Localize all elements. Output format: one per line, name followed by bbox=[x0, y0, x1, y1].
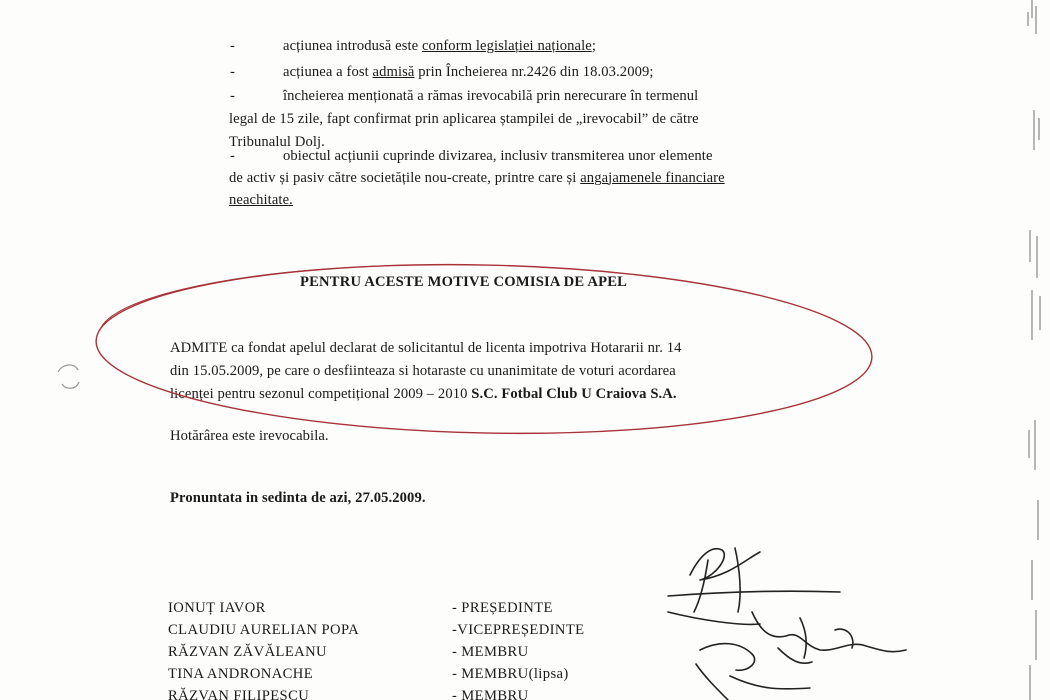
decision-line-2: din 15.05.2009, pe care o desfiinteaza si hotaraste cu unanimitate de voturi acordarea bbox=[170, 363, 676, 379]
bullet-dash-1: - bbox=[230, 38, 235, 54]
signatory-role-2: -VICEPREȘEDINTE bbox=[452, 622, 585, 638]
pronounced-statement: Pronuntata in sedinta de azi, 27.05.2009. bbox=[170, 490, 426, 506]
bullet-4-line-1: obiectul acțiunii cuprinde divizarea, inclusiv transmiterea unor elemente bbox=[283, 148, 713, 164]
irrevocable-statement: Hotărârea este irevocabila. bbox=[170, 428, 329, 444]
bullet-2-part-a: acțiunea a fost bbox=[283, 64, 373, 80]
bullet-3-line-2: legal de 15 zile, fapt confirmat prin aplicarea ștampilei de „irevocabil” de către bbox=[229, 111, 699, 127]
bullet-1-part-a: acțiunea introdusă este bbox=[283, 38, 422, 54]
signatory-role-1: - PREȘEDINTE bbox=[452, 600, 553, 616]
signatory-name-3: RĂZVAN ZĂVĂLEANU bbox=[168, 644, 327, 660]
bullet-dash-2: - bbox=[230, 64, 235, 80]
bullet-dash-3: - bbox=[230, 88, 235, 104]
bullet-3-line-3: Tribunalul Dolj. bbox=[229, 134, 325, 150]
signatory-name-4: TINA ANDRONACHE bbox=[168, 666, 314, 682]
section-heading: PENTRU ACESTE MOTIVE COMISIA DE APEL bbox=[300, 274, 628, 290]
bullet-1-part-b: conform legislației naționale bbox=[421, 38, 592, 54]
bullet-2-part-c: prin Încheierea nr.2426 din 18.03.2009; bbox=[414, 64, 654, 80]
bullet-2-part-b: admisă bbox=[372, 64, 415, 80]
signatory-name-2: CLAUDIU AURELIAN POPA bbox=[168, 622, 360, 638]
hand-drawn-ellipse bbox=[94, 257, 873, 441]
signatory-role-4: - MEMBRU(lipsa) bbox=[452, 666, 569, 682]
bullet-4-line-2-b: angajamenele financiare bbox=[580, 170, 725, 186]
punch-hole-mark bbox=[58, 365, 79, 388]
decision-club-name: S.C. Fotbal Club U Craiova S.A. bbox=[471, 386, 677, 402]
decision-line-1: ADMITE ca fondat apelul declarat de solicitantul de licenta impotriva Hotararii nr. 14 bbox=[170, 340, 682, 356]
bullet-3-line-1: încheierea menționată a rămas irevocabilă prin nerecurare în termenul bbox=[283, 88, 699, 104]
bullet-4-line-3: neachitate. bbox=[229, 192, 293, 208]
bullet-dash-4: - bbox=[230, 148, 235, 164]
signatory-name-1: IONUȚ IAVOR bbox=[168, 600, 266, 616]
signatory-name-5: RĂZVAN FILIPESCU bbox=[168, 688, 310, 700]
signatory-role-3: - MEMBRU bbox=[452, 644, 529, 660]
signatory-role-5: - MEMBRU bbox=[452, 688, 529, 700]
scan-edge-artifact bbox=[1010, 0, 1050, 700]
decision-line-3-plain: licenței pentru sezonul competițional 2009 – 2010 bbox=[170, 386, 472, 402]
bullet-4-line-2-a: de activ și pasiv către societățile nou-create, printre care și bbox=[229, 170, 581, 186]
signature-scribbles bbox=[668, 548, 906, 700]
ellipse-overlap-stroke bbox=[100, 266, 380, 330]
bullet-1-part-c: ; bbox=[591, 38, 596, 54]
